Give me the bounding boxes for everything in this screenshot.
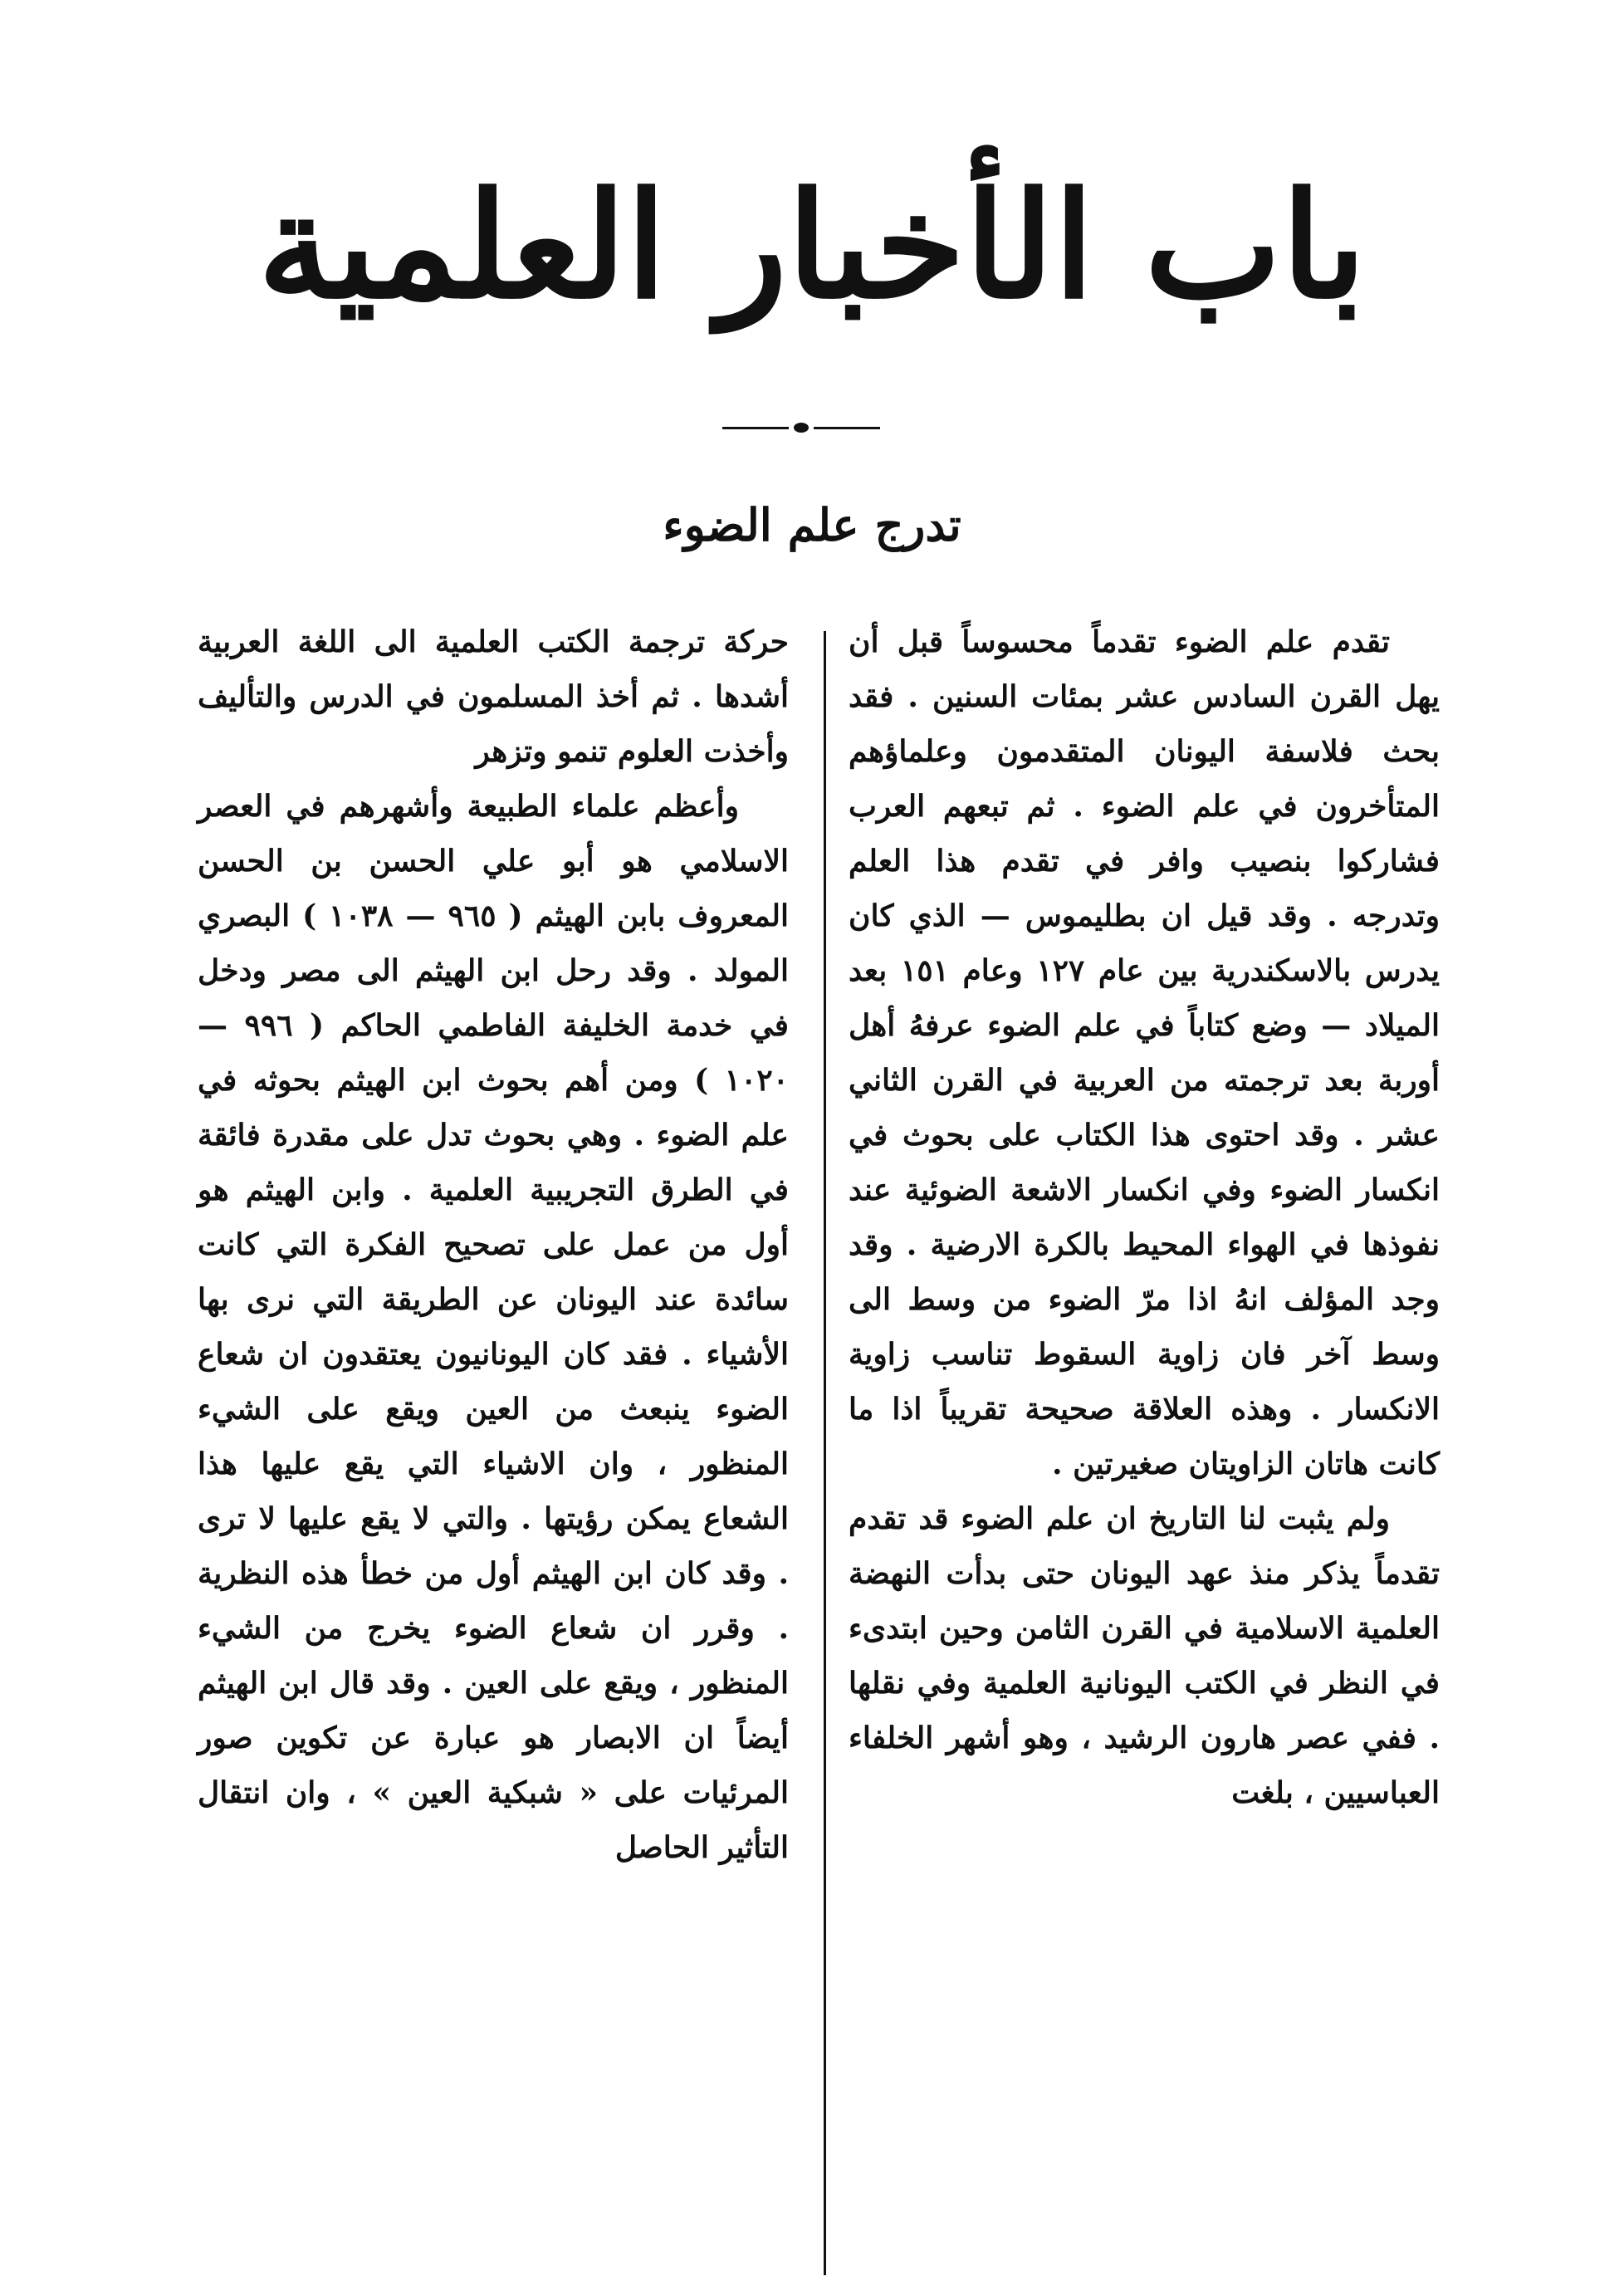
section-banner: باب الأخبار العلمية [257, 161, 1367, 331]
paragraph: حركة ترجمة الكتب العلمية الى اللغة العربية أشدها . ثم أخذ المسلمون في الدرس والتأليف وأخذت العلوم تنمو وتزهر [198, 624, 789, 769]
paragraph: ولم يثبت لنا التاريخ ان علم الضوء قد تقدم تقدماً يذكر منذ عهد اليونان حتى بدأت النهضة العلمية الاسلامية في القرن الثامن وحين ابتدىء في النظر في الكتب اليونانية العلمية وفي نقلها . ففي عصر هارون الرشيد ، وهو أشهر الخلفاء العباسيين ، بلغت [849, 1501, 1440, 1810]
right-column [849, 614, 1440, 1820]
ornament-line-left [722, 427, 789, 429]
paragraph: وأعظم علماء الطبيعة وأشهرهم في العصر الاسلامي هو أبو علي الحسن بن الحسن المعروف بابن الهيثم ( ٩٦٥ — ١٠٣٨ ) البصري المولد . وقد رحل ابن الهيثم الى مصر ودخل في خدمة الخليفة الفاطمي الحاكم ( ٩٩٦ — ١٠٢٠ ) ومن أهم بحوث ابن الهيثم بحوثه في علم الضوء . وهي بحوث تدل على مقدرة فائقة في الطرق التجريبية العلمية . وابن الهيثم هو أول من عمل على تصحيح الفكرة التي كانت سائدة عند اليونان عن الطريقة التي نرى بها الأشياء . فقد كان اليونانيون يعتقدون ان شعاع الضوء ينبعث من العين ويقع على الشيء المنظور ، وان الاشياء التي يقع عليها هذا الشعاع يمكن رؤيتها . والتي لا يقع عليها لا ترى . وقد كان ابن الهيثم أول من خطأ هذه النظرية . وقرر ان شعاع الضوء يخرج من الشيء المنظور ، ويقع على العين . وقد قال ابن الهيثم أيضاً ان الابصار هو عبارة عن تكوين صور المرئيات على « شبكية العين » ، وان انتقال التأثير الحاصل [198, 789, 789, 1865]
ornament-line-right [814, 427, 880, 429]
article-title: تدرج علم الضوء [663, 498, 961, 551]
column-divider [824, 631, 826, 2275]
paragraph: تقدم علم الضوء تقدماً محسوساً قبل أن يهل القرن السادس عشر بمئات السنين . فقد بحث فلاسفة اليونان المتقدمون وعلماؤهم المتأخرون في علم الضوء . ثم تبعهم العرب فشاركوا بنصيب وافر في تقدم هذا العلم وتدرجه . وقد قيل ان بطليموس — الذي كان يدرس بالاسكندرية بين عام ١٢٧ وعام ١٥١ بعد الميلاد — وضع كتاباً في علم الضوء عرفهُ أهل أوربة بعد ترجمته من العربية في القرن الثاني عشر . وقد احتوى هذا الكتاب على بحوث في انكسار الضوء وفي انكسار الاشعة الضوئية عند نفوذها في الهواء المحيط بالكرة الارضية . وقد وجد المؤلف انهُ اذا مرّ الضوء من وسط الى وسط آخر فان زاوية السقوط تناسب زاوية الانكسار . وهذه العلاقة صحيحة تقريباً اذا ما كانت هاتان الزاويتان صغيرتين . [849, 624, 1440, 1481]
ornamental-divider [722, 419, 880, 436]
ornament-dot [794, 423, 809, 433]
left-column [198, 614, 789, 1875]
